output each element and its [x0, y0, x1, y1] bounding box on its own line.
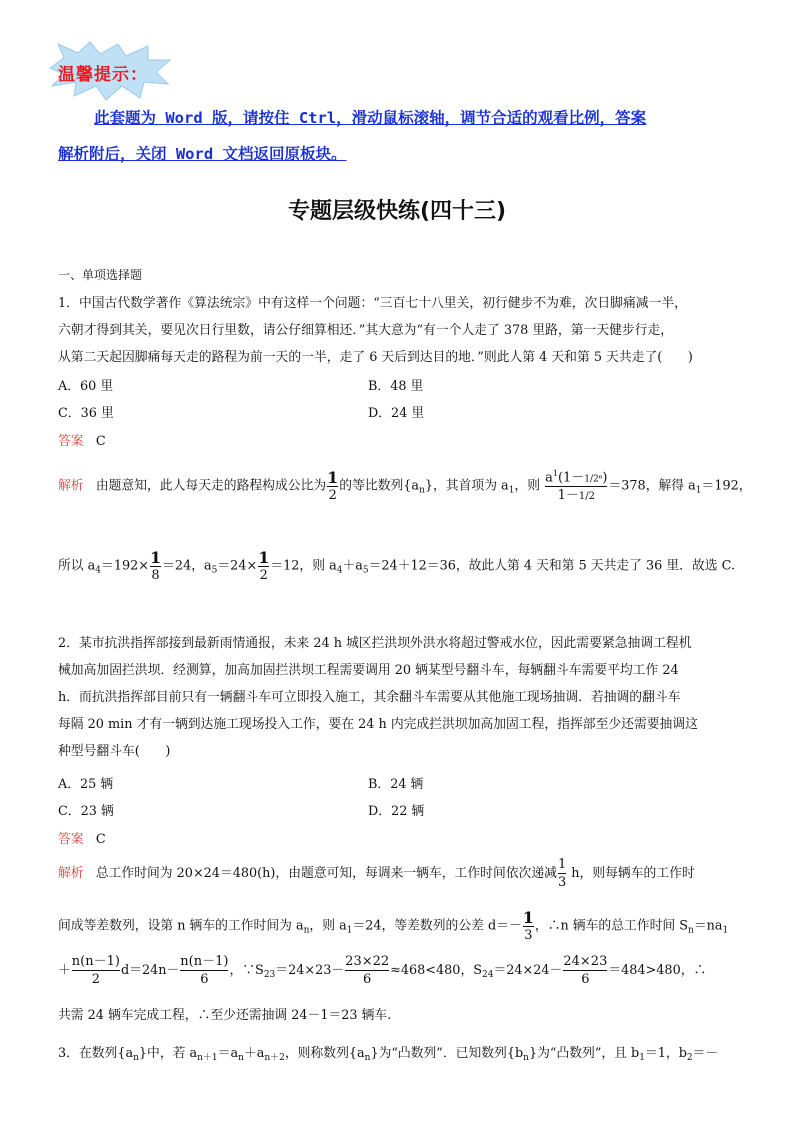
- q1-answer: [58, 430, 106, 449]
- q2-answer: [58, 828, 106, 847]
- page-title: 专题层级快练(四十三): [287, 199, 507, 224]
- notice-line-1: 此套题为 Word 版，请按住 Ctrl，滑动鼠标滚轴，调节合适的观看比例，答案: [94, 109, 647, 127]
- analysis-label: 解析: [58, 478, 84, 494]
- fraction-one-third: $\frac{1}{3}$: [557, 857, 567, 890]
- q2-line-4: 每隔 20 min 才有一辆到达施工现场投入工作，要在 24 h 内完成拦洪坝加高加固工程，指挥部至少还需要抽调这: [58, 717, 698, 732]
- q1-analysis-line-1: 解析 由题意知，此人每天走的路程构成公比为 $\frac{1}{2}$ 的等比数列$\{a_n\}$，其首项为 $a_1$，则 $\frac{a^1(1-1/2^6)}{1-1/2}$ ＝378，解得 $a_1=192$，: [58, 468, 752, 504]
- q2-analysis-text: ＝24，等差数列的公差 d＝－: [352, 918, 522, 934]
- question-2: [58, 630, 742, 765]
- question-1: [58, 290, 742, 371]
- q1-analysis-text: ，则: [514, 478, 541, 494]
- q1-analysis-text: ＝378，解得 a: [608, 478, 696, 494]
- q1-analysis-text: 所以 a: [58, 558, 96, 574]
- q1-analysis-text: ＝24×: [217, 558, 258, 574]
- section-heading: 一、单项选择题: [58, 268, 143, 282]
- q1-option-d: D．24 里: [368, 406, 425, 421]
- fraction-one-half: $\frac{1}{2}$: [258, 548, 270, 583]
- q1-analysis-line-2: 所以 $a_4=192\times$ $\frac{1}{8}$ ＝24，$a_5=24\times$ $\frac{1}{2}$ ＝12，则 $a_4+a_5=24+12=36$，故此人第 4 天和第 5 天共走了 36 里．故选 C.: [58, 548, 736, 583]
- q2-analysis-text: ＋: [58, 963, 71, 978]
- notice-text: [58, 100, 740, 172]
- q3-text: 3．在数列{a: [58, 1046, 134, 1061]
- answer-label: 答案: [58, 434, 84, 449]
- q2-analysis-line-3: ＋ $\frac{n(n-1)}{2}$ d＝24n－ $\frac{n(n-1)}{6}$ ，$\because S_{23}=24\times 23-$ $\frac{23\times 22}{6}$ ≈468<480，$S_{24}=24\times 24-$ $\frac{24\times 23}{6}$ ＝484>480，∴: [58, 954, 707, 987]
- q2-analysis-text: ＝24×24－: [493, 963, 563, 978]
- q2-analysis-text: ＝na: [693, 918, 723, 934]
- q1-analysis-text: ＝192，: [701, 478, 752, 494]
- q3-text: ＝a: [217, 1046, 239, 1061]
- q2-line-2: 械加高加固拦洪坝．经测算，加高加固拦洪坝工程需要调用 20 辆某型号翻斗车，每辆翻斗车需要平均工作 24: [58, 663, 679, 678]
- geometric-sum-formula: $\frac{a^1(1-1/2^6)}{1-1/2}$: [545, 469, 608, 504]
- q2-analysis-line-1: [58, 858, 695, 889]
- q2-line-3: h．而抗洪指挥部目前只有一辆翻斗车可立即投入施工，其余翻斗车需要从其他施工现场抽调．若抽调的翻斗车: [58, 690, 681, 705]
- q2-line-1: 2．某市抗洪指挥部接到最新雨情通报，未来 24 h 城区拦洪坝外洪水将超过警戒水位，因此需要紧急抽调工程机: [58, 636, 692, 651]
- fraction-one-eighth: $\frac{1}{8}$: [149, 548, 162, 583]
- question-3: 3．在数列$\{a_n\}$中，若 $a_{n+1}=a_n+a_{n+2}$，则称数列$\{a_n\}$为“凸数列”．已知数列$\{b_n\}$为“凸数列”，且 $b_1=1$，$b_2=-$: [58, 1046, 719, 1063]
- q3-text: ＝1，b: [644, 1046, 687, 1061]
- answer-value: C: [95, 434, 106, 449]
- q2-analysis-text: ＝484>480，∴: [608, 963, 707, 978]
- q1-option-b: B．48 里: [368, 379, 424, 394]
- q2-analysis-text: ＝24×23－: [275, 963, 345, 978]
- q2-analysis-text: 总工作时间为 20×24＝480(h)，由题意可知，每调来一辆车，工作时间依次递减: [95, 866, 557, 881]
- fraction-24x23-over-6: $\frac{24\times 23}{6}$: [563, 954, 608, 987]
- q2-analysis-line-4: 共需 24 辆车完成工程，∴至少还需抽调 24－1＝23 辆车.: [58, 1008, 392, 1023]
- q1-analysis-text: ＝24，a: [162, 558, 212, 574]
- fraction-n-n-minus-1-over-6: $\frac{n(n-1)}{6}$: [180, 954, 229, 987]
- fraction-one-third: $\frac{1}{3}$: [522, 908, 534, 943]
- notice-badge: [44, 40, 174, 102]
- q3-text: }为“凸数列”，且 b: [528, 1046, 640, 1061]
- q1-line-1: 1．中国古代数学著作《算法统宗》中有这样一个问题：“三百七十八里关，初行健步不为难，次日脚痛减一半，: [58, 296, 687, 311]
- q2-line-5: 种型号翻斗车( ): [58, 744, 171, 759]
- q1-analysis-text: ＝192×: [101, 558, 149, 574]
- notice-label: 温馨提示：: [58, 65, 148, 85]
- fraction-one-half: $\frac{1}{2}$: [327, 468, 339, 504]
- answer-label: 答案: [58, 832, 84, 847]
- q2-option-b: B．24 辆: [368, 777, 424, 792]
- q2-option-c: C．23 辆: [58, 804, 114, 819]
- q3-text: ，则称数列{a: [284, 1046, 365, 1061]
- q2-analysis-text: ≈468<480，S: [390, 963, 483, 978]
- q3-text: ＝－: [692, 1046, 719, 1061]
- q1-option-c: C．36 里: [58, 406, 114, 421]
- q2-analysis-text: ，∴n 辆车的总工作时间 S: [534, 918, 689, 934]
- q2-analysis-text: ，∵S: [229, 963, 264, 978]
- q2-analysis-text: d＝24n－: [120, 963, 180, 978]
- q1-analysis-text: ＝12，则 a: [270, 558, 337, 574]
- q3-text: }中，若 a: [138, 1046, 198, 1061]
- analysis-label: 解析: [58, 866, 84, 881]
- q2-option-d: D．22 辆: [368, 804, 425, 819]
- fraction-n-n-minus-1-over-2: $\frac{n(n-1)}{2}$: [71, 954, 120, 987]
- fraction-23x22-over-6: $\frac{23\times 22}{6}$: [345, 954, 390, 987]
- q3-text: }为“凸数列”．已知数列{b: [370, 1046, 524, 1061]
- q1-line-3: 从第二天起因脚痛每天走的路程为前一天的一半，走了 6 天后到达目的地．”则此人第 4 天和第 5 天共走了( ): [58, 350, 693, 365]
- q2-analysis-text: 间成等差数列，设第 n 辆车的工作时间为 a: [58, 918, 304, 934]
- q2-analysis-line-2: 间成等差数列，设第 n 辆车的工作时间为 $a_n$，则 $a_1=24$，等差数列的公差 d＝－ $\frac{1}{3}$ ，∴n 辆车的总工作时间 $S_n=na_1$: [58, 908, 729, 943]
- answer-value: C: [95, 832, 106, 847]
- q1-analysis-text: ＋a: [342, 558, 363, 574]
- q1-option-a: A．60 里: [58, 379, 114, 394]
- q1-analysis-text: 由题意知，此人每天走的路程构成公比为: [95, 478, 327, 494]
- q1-analysis-text: ＝24＋12＝36，故此人第 4 天和第 5 天共走了 36 里．故选 C.: [368, 558, 736, 574]
- q2-analysis-text: ，则 a: [309, 918, 347, 934]
- notice-line-2: 解析附后，关闭 Word 文档返回原板块。: [58, 145, 347, 163]
- q3-text: ＋a: [243, 1046, 265, 1061]
- q1-line-2: 六朝才得到其关，要见次日行里数，请公仔细算相还．”其大意为“有一个人走了 378 里路，第一天健步行走，: [58, 323, 674, 338]
- q1-analysis-text: 的等比数列{a: [339, 478, 420, 494]
- q1-analysis-text: }，其首项为 a: [424, 478, 509, 494]
- q2-analysis-text: h，则每辆车的工作时: [571, 866, 695, 881]
- q2-option-a: A．25 辆: [58, 777, 114, 792]
